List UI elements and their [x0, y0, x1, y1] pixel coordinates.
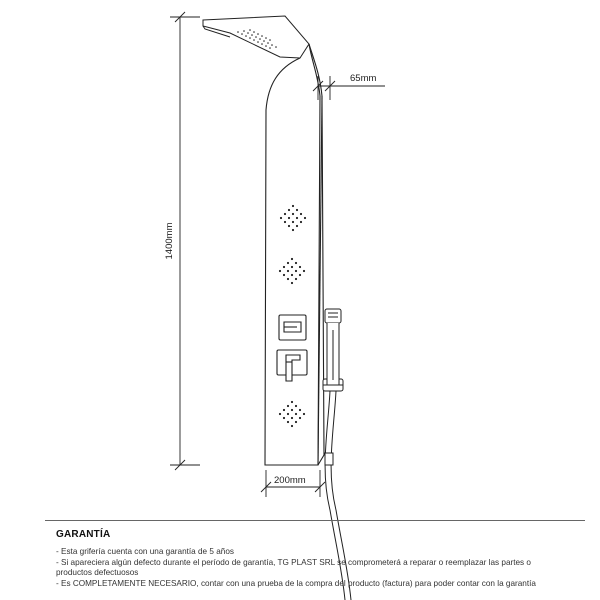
mixer-lever[interactable]: [277, 350, 307, 381]
warranty-item: - Si apareciera algún defecto durante el período de garantía, TG PLAST SRL se comprometerá a reparar o reemplazar las partes o productos defectuosos: [56, 557, 531, 578]
warranty-item: - Esta grifería cuenta con una garantía de 5 años: [56, 547, 234, 556]
height-label: 1400mm: [164, 222, 175, 260]
body-jet-middle: [279, 258, 305, 284]
body-jet-bottom: [279, 401, 305, 427]
warranty-list: [56, 547, 596, 589]
body-jet-top: [280, 205, 306, 231]
panel-body: [265, 44, 324, 465]
hand-shower[interactable]: [325, 309, 341, 385]
warranty-title: GARANTÍA: [56, 529, 111, 540]
width-label: 200mm: [274, 475, 306, 486]
depth-label: 65mm: [350, 73, 377, 84]
warranty-divider: [45, 520, 585, 521]
diverter-knob[interactable]: [279, 315, 306, 340]
bottom-connection: [325, 453, 333, 465]
warranty-item: - Es COMPLETAMENTE NECESARIO, contar con una prueba de la compra del producto (factura) para poder contar con la garantía: [56, 578, 536, 588]
